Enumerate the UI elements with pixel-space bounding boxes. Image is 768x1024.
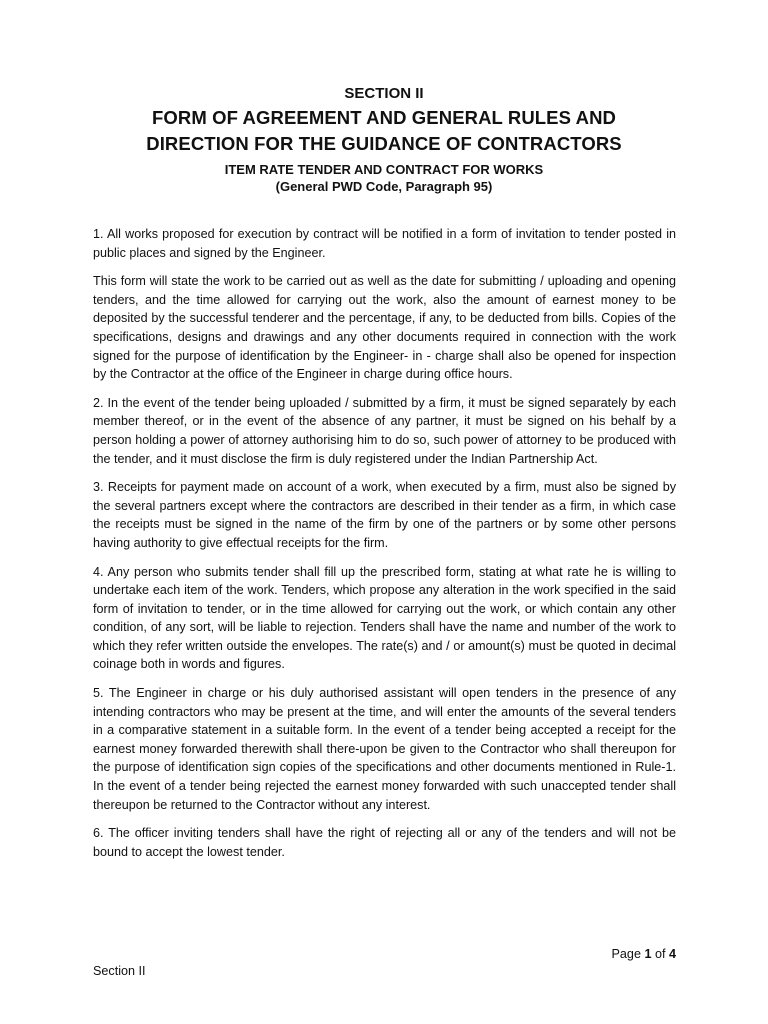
paragraph-rule-1-continued: This form will state the work to be carried out as well as the date for submitting / uploading and opening tenders, and the time allowed for carrying out the work, also the amount of earnest money to be deposited by the successful tenderer and the percentage, if any, to be deducted from bills. Copies of the specifications, designs and drawings and any other documents required in connection with the work signed for the purpose of identification by the Engineer- in - charge shall also be opened for inspection by the Contractor at the office of the Engineer in charge during office hours. bbox=[93, 274, 676, 382]
main-title-line-1: FORM OF AGREEMENT AND GENERAL RULES AND bbox=[151, 107, 616, 128]
section-label: SECTION II bbox=[344, 85, 424, 102]
main-title-line-2: DIRECTION FOR THE GUIDANCE OF CONTRACTORS bbox=[146, 133, 622, 154]
paragraph-rule-6: 6. The officer inviting tenders shall have the right of rejecting all or any of the tenders and will not be bound to accept the lowest tender. bbox=[93, 826, 676, 859]
document-header bbox=[0, 84, 768, 195]
paragraph-rule-2: 2. In the event of the tender being uploaded / submitted by a firm, it must be signed separately by each member thereof, or in the event of the absence of any partner, it must be signed on his behalf by a person holding a power of attorney authorising him to do so, such power of attorney to be produced with the tender, and it must disclose the firm is duly registered under the Indian Partnership Act. bbox=[93, 395, 676, 466]
paragraph-rule-5: 5. The Engineer in charge or his duly authorised assistant will open tenders in the presence of any intending contractors who may be present at the time, and will enter the amounts of the several tenders in a comparative statement in a suitable form. In the event of a tender being accepted a receipt for the earnest money forwarded therewith shall there-upon be given to the Contractor who shall thereupon for the purpose of identification sign copies of the specifications and other documents mentioned in Rule-1. In the event of a tender being rejected the earnest money forwarded with such unaccepted tender shall thereupon be returned to the Contractor without any interest. bbox=[93, 686, 676, 812]
page-current: 1 bbox=[644, 947, 652, 961]
document-body bbox=[93, 225, 676, 871]
page-total: 4 bbox=[668, 947, 676, 961]
page-number bbox=[612, 945, 676, 963]
footer-section-label: Section II bbox=[93, 964, 146, 978]
page-of: of bbox=[651, 947, 669, 961]
paragraph-rule-3: 3. Receipts for payment made on account of a work, when executed by a firm, must also be signed by the several partners except where the contractors are described in their tender as a firm, in which case the receipts must be signed in the name of the firm by one of the partners or by some other persons having authority to give effectual receipts for the firm. bbox=[93, 480, 676, 550]
paragraph-rule-1: 1. All works proposed for execution by contract will be notified in a form of invitation to tender posted in public places and signed by the Engineer. bbox=[93, 227, 676, 260]
subtitle-line-2: (General PWD Code, Paragraph 95) bbox=[275, 179, 493, 194]
page-prefix: Page bbox=[611, 947, 645, 961]
subtitle-line-1: ITEM RATE TENDER AND CONTRACT FOR WORKS bbox=[224, 162, 544, 177]
paragraph-rule-4: 4. Any person who submits tender shall fill up the prescribed form, stating at what rate he is willing to undertake each item of the work. Tenders, which propose any alteration in the work specified in the said form of invitation to tender, or in the time allowed for carrying out the work, or which contain any other condition, of any sort, will be liable to rejection. Tenders shall have the name and number of the work to which they refer written outside the envelopes. The rate(s) and / or amount(s) must be quoted in decimal coinage both in words and figures. bbox=[93, 564, 676, 672]
